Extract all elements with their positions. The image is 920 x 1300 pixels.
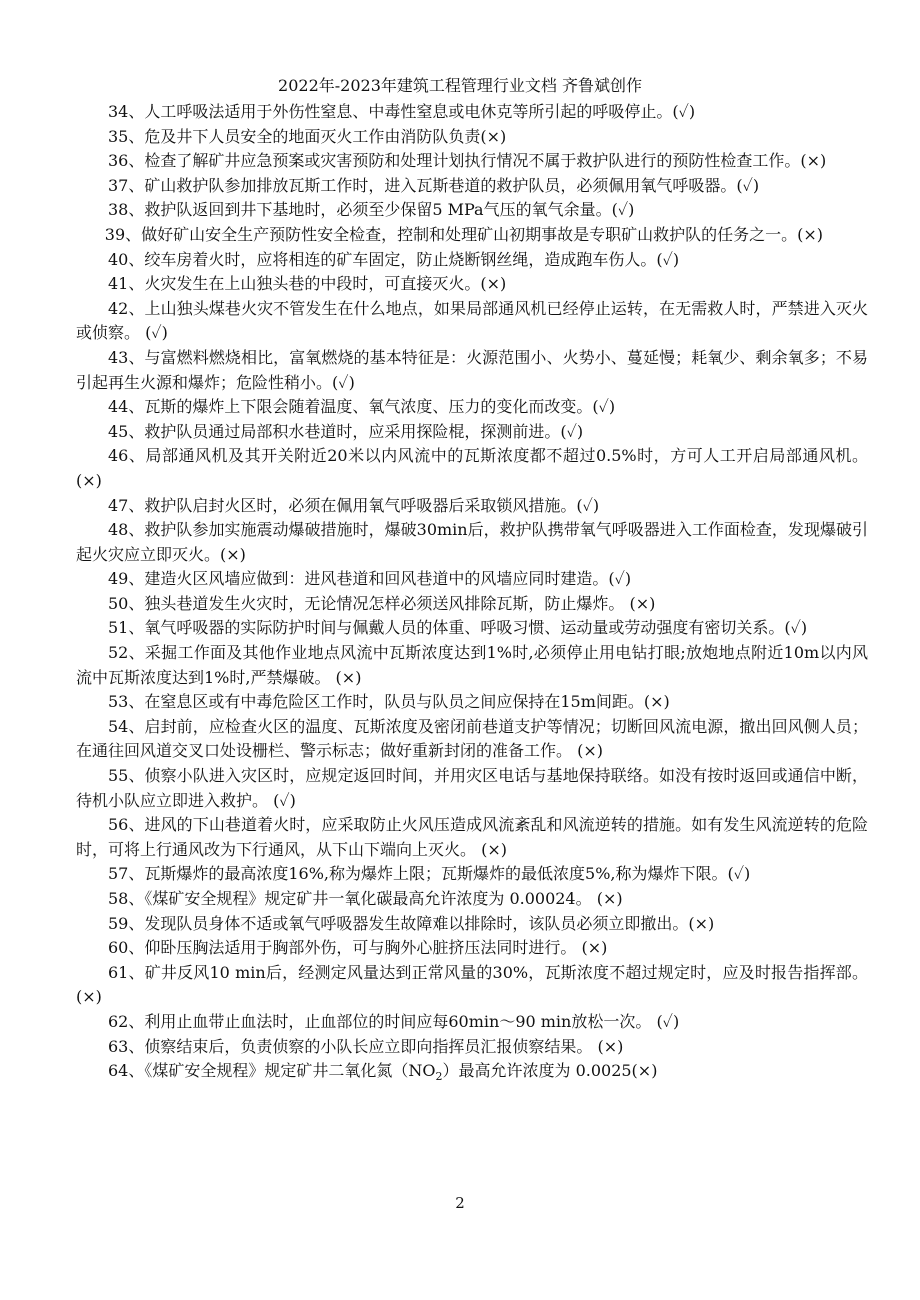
- question-item: 35、危及井下人员安全的地面灭火工作由消防队负责(×): [108, 126, 507, 146]
- question-item: 57、瓦斯爆炸的最高浓度16%,称为爆炸上限；瓦斯爆炸的最低浓度5%,称为爆炸下限。(✓): [108, 864, 751, 884]
- question-item: 41、火灾发生在上山独头巷的中段时，可直接灭火。(×): [108, 274, 507, 294]
- question-item: 54、启封前，应检查火区的温度、瓦斯浓度及密闭前巷道支护等情况；切断回风流电源，撤出回风侧人员；在通往回风道交叉口处设栅栏、警示标志；做好重新封闭的准备工作。 (×): [76, 716, 868, 761]
- question-item: 58、《煤矿安全规程》规定矿井一氧化碳最高允许浓度为 0.00024。 (×): [108, 889, 623, 908]
- question-item: 47、救护队启封火区时，必须在佩用氧气呼吸器后采取锁风措施。(✓): [108, 495, 600, 515]
- question-item: 36、检查了解矿井应急预案或灾害预防和处理计划执行情况不属于救护队进行的预防性检查工作。(×): [108, 151, 827, 171]
- question-item: 60、仰卧压胸法适用于胸部外伤，可与胸外心脏挤压法同时进行。 (×): [108, 938, 608, 958]
- question-item: 42、上山独头煤巷火灾不管发生在什么地点，如果局部通风机已经停止运转，在无需救人时，严禁进入灭火或侦察。 (✓): [76, 298, 868, 343]
- question-item: 52、采掘工作面及其他作业地点风流中瓦斯浓度达到1%时,必须停止用电钻打眼;放炮地点附近10m以内风流中瓦斯浓度达到1%时,严禁爆破。 (×): [76, 643, 868, 687]
- question-item: 44、瓦斯的爆炸上下限会随着温度、氧气浓度、压力的变化而改变。(✓): [108, 397, 616, 417]
- question-item: 48、救护队参加实施震动爆破措施时，爆破30min后，救护队携带氧气呼吸器进入工作面检查，发现爆破引起火灾应立即灭火。(×): [76, 520, 868, 564]
- last-item-text: 64、《煤矿安全规程》规定矿井二氧化氮（NO: [108, 1061, 436, 1081]
- question-item: 63、侦察结束后，负责侦察的小队长应立即向指挥员汇报侦察结果。 (×): [108, 1036, 624, 1056]
- question-item: 56、进风的下山巷道着火时，应采取防止火风压造成风流紊乱和风流逆转的措施。如有发生风流逆转的危险时，可将上行通风改为下行通风，从下山下端向上灭火。 (×): [76, 815, 868, 859]
- question-item: 34、人工呼吸法适用于外伤性窒息、中毒性窒息或电休克等所引起的呼吸停止。(✓): [108, 102, 696, 121]
- subscript-two: 2: [435, 1070, 443, 1084]
- question-item: 40、绞车房着火时，应将相连的矿车固定，防止烧断钢丝绳，造成跑车伤人。(✓): [108, 249, 680, 269]
- document-body: [76, 100, 868, 1084]
- question-item-last: [76, 1059, 868, 1084]
- question-item: 37、矿山救护队参加排放瓦斯工作时，进入瓦斯巷道的救护队员，必须佩用氧气呼吸器。(✓): [108, 175, 760, 195]
- question-item: 38、救护队返回到井下基地时，必须至少保留5 MPa气压的氧气余量。(✓): [108, 200, 635, 220]
- question-item: 62、利用止血带止血法时，止血部位的时间应每60min～90 min放松一次。 (✓): [108, 1011, 680, 1031]
- last-item-text-end: ）最高允许浓度为 0.0025(×): [442, 1061, 658, 1081]
- question-item: 59、发现队员身体不适或氧气呼吸器发生故障难以排除时，该队员必须立即撤出。(×): [108, 913, 715, 933]
- question-item: 43、与富燃料燃烧相比，富氧燃烧的基本特征是：火源范围小、火势小、蔓延慢；耗氧少、剩余氧多；不易引起再生火源和爆炸；危险性稍小。(✓): [76, 347, 868, 392]
- page-header: 2022年-2023年建筑工程管理行业文档 齐鲁斌创作: [278, 76, 642, 95]
- question-item: 55、侦察小队进入灾区时，应规定返回时间，并用灾区电话与基地保持联络。如没有按时返回或通信中断，待机小队应立即进入救护。 (✓): [76, 766, 868, 810]
- question-item: 49、建造火区风墙应做到：进风巷道和回风巷道中的风墙应同时建造。(✓): [108, 569, 632, 589]
- page-number: 2: [455, 1194, 465, 1212]
- question-item: 46、局部通风机及其开关附近20米以内风流中的瓦斯浓度都不超过0.5%时，方可人工开启局部通风机。(×): [76, 446, 868, 490]
- question-item: 53、在窒息区或有中毒危险区工作时，队员与队员之间应保持在15m间距。(×): [108, 692, 670, 712]
- question-item: 51、氧气呼吸器的实际防护时间与佩戴人员的体重、呼吸习惯、运动量或劳动强度有密切关系。(✓): [108, 618, 808, 638]
- question-item: 50、独头巷道发生火灾时，无论情况怎样必须送风排除瓦斯，防止爆炸。 (×): [108, 593, 656, 613]
- question-item: 39、做好矿山安全生产预防性安全检查，控制和处理矿山初期事故是专职矿山救护队的任务之一。(×): [104, 224, 824, 244]
- question-item: 45、救护队员通过局部积水巷道时，应采用探险棍，探测前进。(✓): [108, 421, 584, 441]
- question-item: 61、矿井反风10 min后，经测定风量达到正常风量的30%，瓦斯浓度不超过规定时，应及时报告指挥部。 (×): [76, 962, 868, 1007]
